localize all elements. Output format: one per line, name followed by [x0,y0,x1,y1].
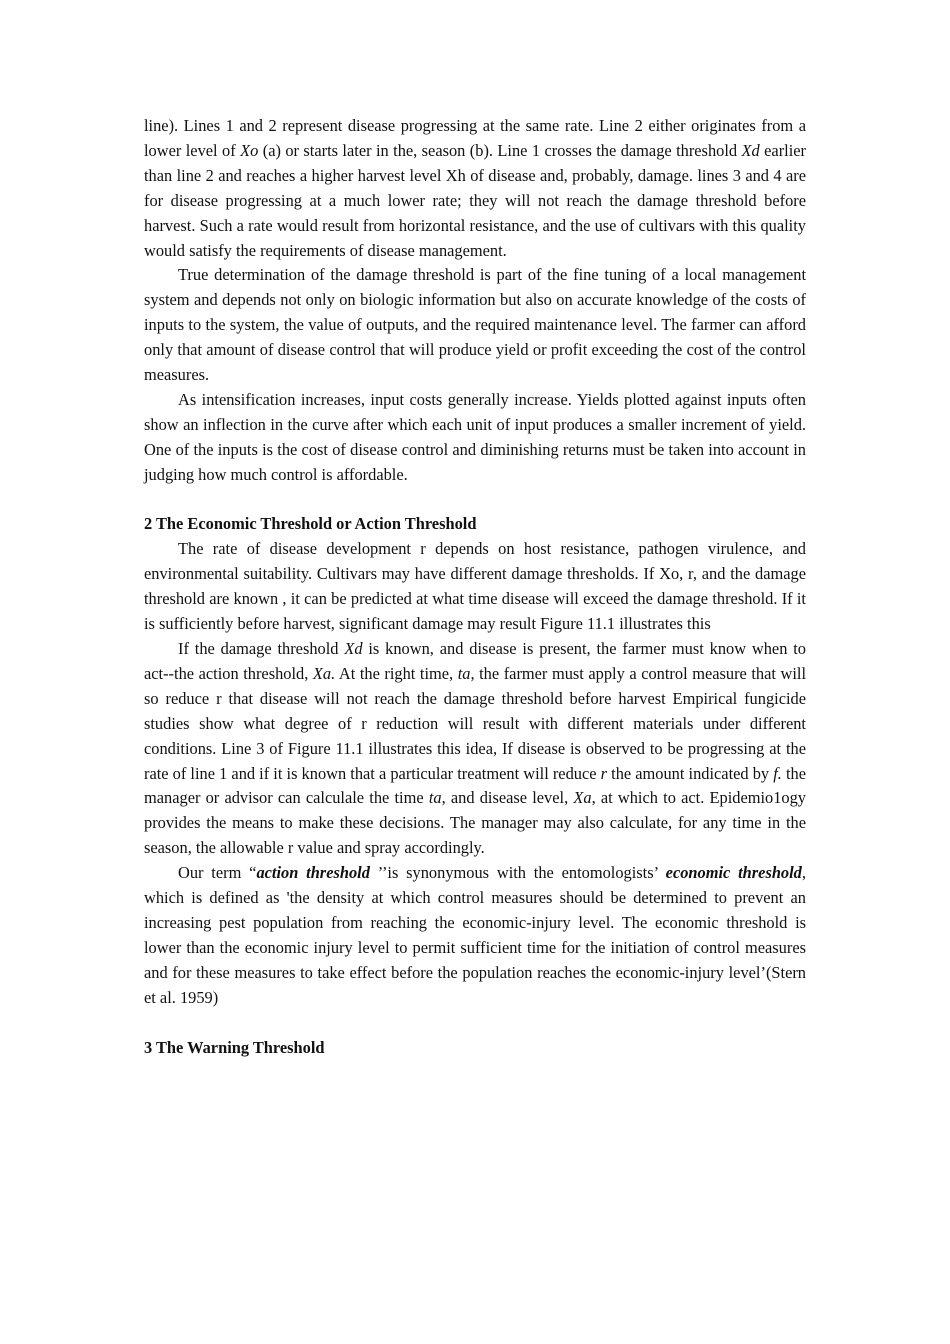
text-run: , which is defined as 'the density at which control measures should be determined to prevent an increasing pest population from reaching the economic-injury level. The economic threshold is lower than the economic injury level to permit sufficient time for the initiation of control measures and for these measures to take effect before the population reaches the economic-injury level’(Stern et al. 1959) [144,863,806,1007]
section-heading-economic-threshold: 2 The Economic Threshold or Action Threshold [144,514,477,534]
text-run: the manager or advisor can calculale the time [144,763,807,808]
term-action-threshold: action threshold [256,863,370,883]
paragraph-action-threshold [144,637,806,861]
text-run: ’’is synonymous with the entomologists’ [369,863,666,883]
paragraph-economic-threshold-definition [144,861,806,1010]
symbol-ta: ta [428,788,442,808]
text-run: Our term “ [178,863,257,883]
symbol-xa: Xa [573,788,592,808]
text-run: line). Lines 1 and 2 represent disease progressing at the same rate. Line 2 either originates from a lower level of [144,116,806,160]
text-run: If the damage threshold [178,639,345,659]
text-run: is known, and disease is present, the farmer must know when to act--the action threshold, [144,639,806,683]
text-run: , the farmer must apply a control measure that will so reduce r that disease will not reach the damage threshold before harvest Empirical fungicide studies show what degree of r reduction will result with different materials under different conditions. Line 3 of Figure 11.1 illustrates this idea, If disease is observed to be progressing at the rate of line 1 and if it is known that a particular treatment will reduce [144,663,807,783]
symbol-xa: Xa. [312,663,336,683]
text-run: the amount indicated by [607,763,774,783]
term-economic-threshold: economic threshold [665,863,802,883]
paragraph-disease-rate: The rate of disease development r depends on host resistance, pathogen virulence, and environmental suitability. Cultivars may have different damage thresholds. If Xo, r, and the damage threshold are known , it can be predicted at what time disease will exceed the damage threshold. If it is sufficiently before harvest, significant damage may result Figure 11.1 illustrates this [144,539,806,634]
spacer [144,1011,806,1036]
symbol-xd: Xd [741,140,760,160]
paragraph-disease-lines [144,114,806,263]
document-page [144,114,806,1060]
paragraph-intensification: As intensification increases, input costs generally increase. Yields plotted against inputs often show an inflection in the curve after which each unit of input produces a smaller increment of yield. One of the inputs is the cost of disease control and diminishing returns must be taken into account in judging how much control is affordable. [144,389,806,484]
symbol-r: r [600,763,608,783]
symbol-xo: Xo [240,140,259,160]
spacer [144,488,806,513]
text-run: , and disease level, [441,788,574,808]
symbol-ta: ta [457,663,471,683]
symbol-f: f. [773,763,782,783]
text-run: (a) or starts later in the, season (b). Line 1 crosses the damage threshold [258,140,742,160]
text-run: , at which to act. Epidemio1ogy provides the means to make these decisions. The manager may also calculate, for any time in the season, the allowable r value and spray accordingly. [144,788,806,858]
text-run: At the right time, [335,663,458,683]
text-run: earlier than line 2 and reaches a higher harvest level Xh of disease and, probably, damage. lines 3 and 4 are for disease progressing at a much lower rate; they will not reach the damage threshold before harvest. Such a rate would result from horizontal resistance, and the use of cultivars with this quality would satisfy the requirements of disease management. [144,140,806,260]
section-heading-warning-threshold: 3 The Warning Threshold [144,1037,325,1057]
paragraph-damage-threshold: True determination of the damage threshold is part of the fine tuning of a local management system and depends not only on biologic information but also on accurate knowledge of the costs of inputs to the system, the value of outputs, and the required maintenance level. The farmer can afford only that amount of disease control that will produce yield or profit exceeding the cost of the control measures. [144,265,806,385]
symbol-xd: Xd [344,639,363,659]
